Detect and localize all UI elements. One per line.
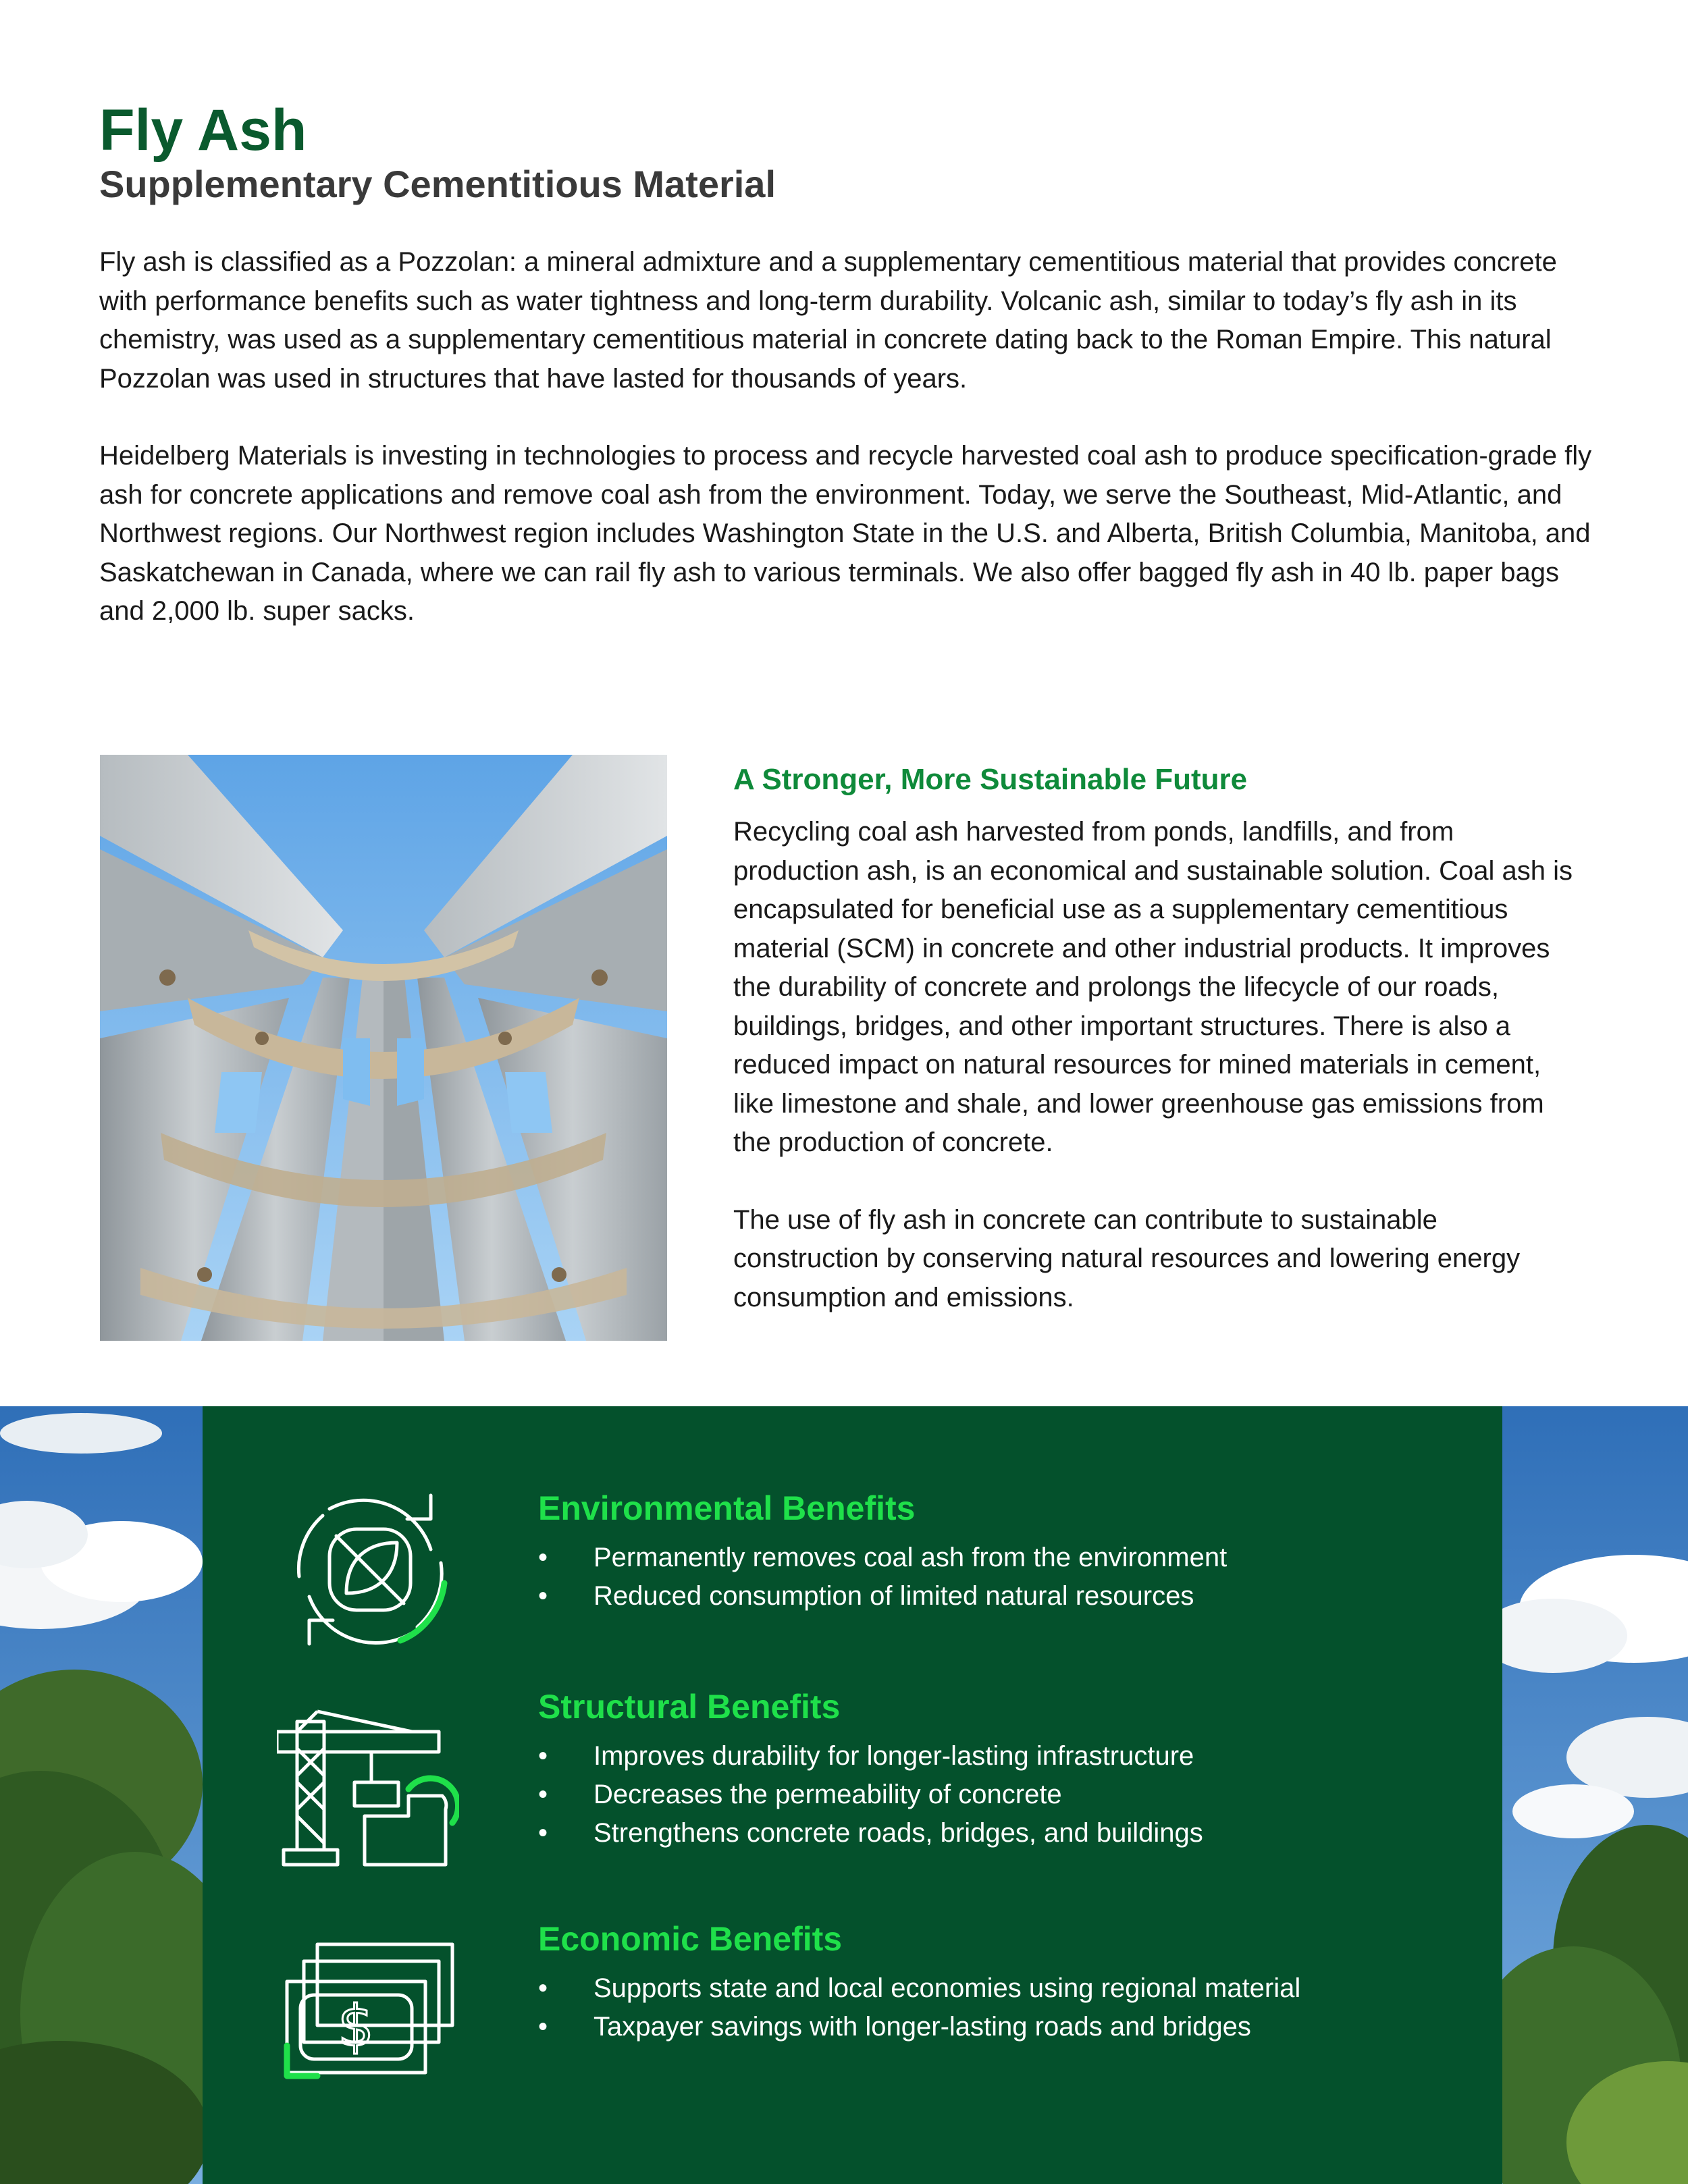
svg-text:$: $ bbox=[338, 1993, 374, 2059]
page-subtitle: Supplementary Cementitious Material bbox=[99, 163, 776, 205]
bullet: • bbox=[538, 1741, 548, 1771]
sustainable-future-section bbox=[733, 763, 1584, 1356]
structural-benefits-heading: Structural Benefits bbox=[538, 1688, 841, 1726]
list-item: • Reduced consumption of limited natural resources bbox=[538, 1577, 1483, 1616]
bullet: • bbox=[538, 1543, 548, 1572]
sustainable-paragraph-2: The use of fly ash in concrete can contribute to sustainable construction by conserving natural resources and lowering energy consumption and emissions. bbox=[733, 1204, 1521, 1312]
concrete-columns-photo bbox=[100, 755, 667, 1341]
intro-paragraph-2: Heidelberg Materials is investing in technologies to process and recycle harvested coal ash to produce specification-grade fly ash for concrete applications and remove coal ash from the environment. Today, we serve the Southeast, Mid-Atlantic, and Northwest regions. Our Northwest region includes Washington State in the U.S. and Alberta, British Columbia, Manitoba, and Saskatchewan in Canada, where we can rail fly ash to various terminals. We also offer bagged fly ash in 40 lb. paper bags and 2,000 lb. super sacks. bbox=[99, 441, 1592, 626]
bullet: • bbox=[538, 1581, 548, 1611]
structural-benefits bbox=[538, 1687, 1483, 1853]
bullet: • bbox=[538, 1818, 548, 1848]
page-title: Fly Ash bbox=[99, 98, 307, 163]
list-item: • Strengthens concrete roads, bridges, and buildings bbox=[538, 1814, 1483, 1853]
intro-text bbox=[99, 243, 1605, 670]
crane-icon bbox=[277, 1708, 459, 1870]
sustainable-paragraph-1: Recycling coal ash harvested from ponds, landfills, and from production ash, is an economical and sustainable solution. Coal ash is encapsulated for beneficial use as a supplementary cementitious material (SCM) in concrete and other industrial products. It improves the durability of concrete and prolongs the lifecycle of our roads, buildings, bridges, and other important structures. There is also a reduced impact on natural resources for mined materials in cement, like limestone and shale, and lower greenhouse gas emissions from the production of concrete. bbox=[733, 817, 1573, 1157]
economic-benefits bbox=[538, 1919, 1483, 2046]
list-item: • Improves durability for longer-lasting infrastructure bbox=[538, 1737, 1483, 1776]
bullet: • bbox=[538, 1973, 548, 2003]
money-stack-icon bbox=[277, 1938, 466, 2093]
list-item: • Taxpayer savings with longer-lasting roads and bridges bbox=[538, 2008, 1483, 2046]
list-item: • Permanently removes coal ash from the environment bbox=[538, 1539, 1483, 1577]
bullet: • bbox=[538, 1780, 548, 1809]
sustainable-future-heading: A Stronger, More Sustainable Future bbox=[733, 763, 1248, 796]
list-item: • Decreases the permeability of concrete bbox=[538, 1776, 1483, 1814]
bullet: • bbox=[538, 2012, 548, 2042]
environmental-benefits bbox=[538, 1489, 1483, 1616]
list-item: • Supports state and local economies using regional material bbox=[538, 1969, 1483, 2008]
economic-benefits-heading: Economic Benefits bbox=[538, 1920, 843, 1958]
environmental-benefits-heading: Environmental Benefits bbox=[538, 1489, 916, 1527]
intro-paragraph-1: Fly ash is classified as a Pozzolan: a mineral admixture and a supplementary cementitious material that provides concrete with performance benefits such as water tightness and long-term durability. Volcanic ash, similar to today’s fly ash in its chemistry, was used as a supplementary cementitious material in concrete dating back to the Roman Empire. This natural Pozzolan was used in structures that have lasted for thousands of years. bbox=[99, 247, 1557, 394]
recycle-leaf-icon bbox=[282, 1482, 458, 1657]
